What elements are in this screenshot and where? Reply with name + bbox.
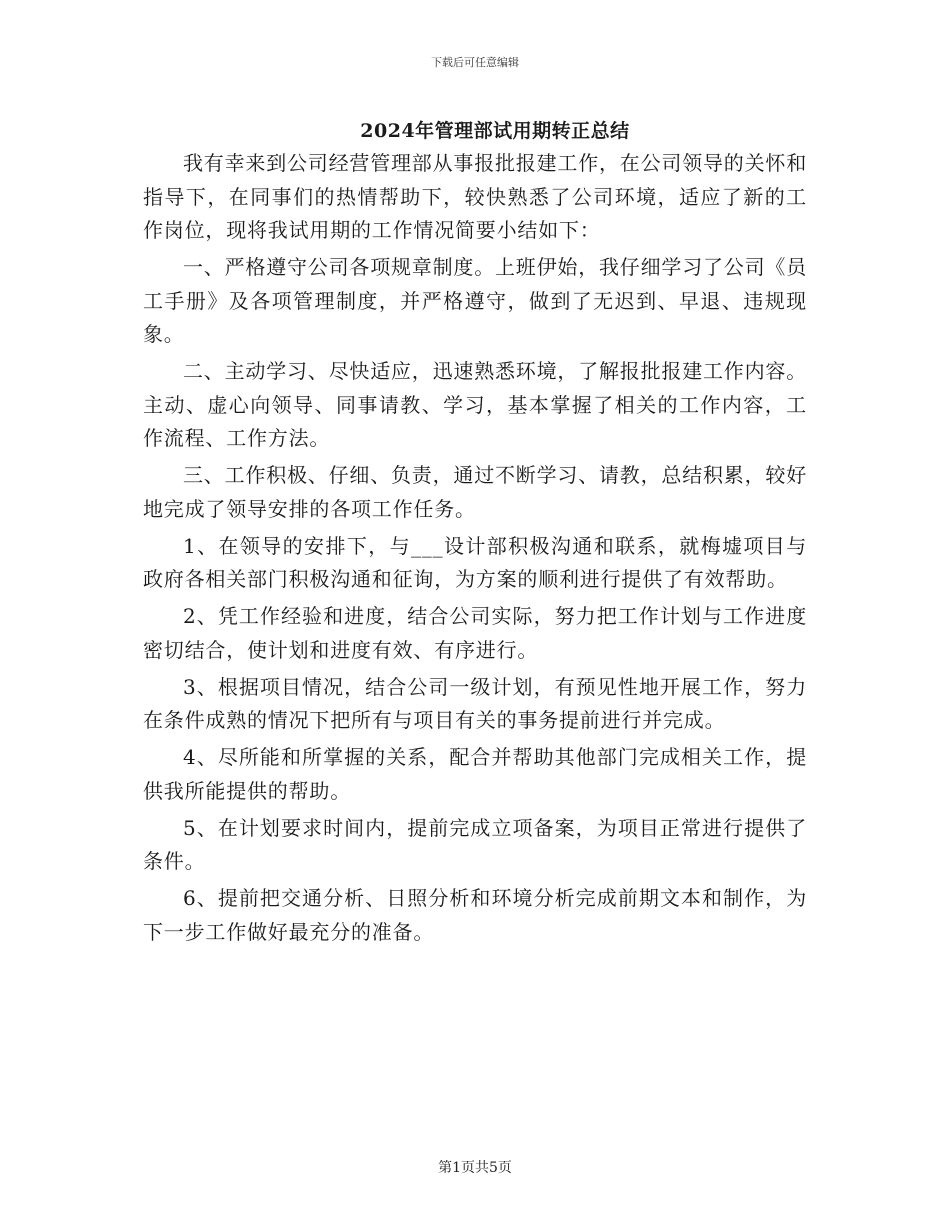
paragraph-item-2: 2、凭工作经验和进度，结合公司实际，努力把工作计划与工作进度密切结合，使计划和进度有效、有序进行。	[143, 604, 807, 662]
paragraph-item-3: 3、根据项目情况，结合公司一级计划，有预见性地开展工作，努力在条件成熟的情况下把所有与项目有关的事务提前进行并完成。	[143, 674, 807, 732]
paragraph-intro: 我有幸来到公司经营管理部从事报批报建工作，在公司领导的关怀和指导下，在同事们的热情帮助下，较快熟悉了公司环境，适应了新的工作岗位，现将我试用期的工作情况简要小结如下：	[143, 151, 807, 242]
paragraph-section-2: 二、主动学习、尽快适应，迅速熟悉环境，了解报批报建工作内容。主动、虚心向领导、同事请教、学习，基本掌握了相关的工作内容，工作流程、工作方法。	[143, 359, 807, 450]
paragraph-item-4: 4、尽所能和所掌握的关系，配合并帮助其他部门完成相关工作，提供我所能提供的帮助。	[143, 745, 807, 803]
paragraph-section-1: 一、严格遵守公司各项规章制度。上班伊始，我仔细学习了公司《员工手册》及各项管理制度，并严格遵守，做到了无迟到、早退、违规现象。	[143, 255, 807, 346]
paragraph-section-3: 三、工作积极、仔细、负责，通过不断学习、请教，总结积累，较好地完成了领导安排的各项工作任务。	[143, 463, 807, 521]
paragraph-item-1: 1、在领导的安排下，与___设计部积极沟通和联系，就梅墟项目与政府各相关部门积极沟通和征询，为方案的顺利进行提供了有效帮助。	[143, 533, 807, 591]
paragraph-item-5: 5、在计划要求时间内，提前完成立项备案，为项目正常进行提供了条件。	[143, 815, 807, 873]
header-note: 下载后可任意编辑	[431, 56, 519, 69]
document-title: 2024年管理部试用期转正总结	[360, 120, 630, 142]
document-body	[143, 147, 807, 953]
page-indicator: 第1页共5页	[438, 1160, 512, 1176]
paragraph-item-6: 6、提前把交通分析、日照分析和环境分析完成前期文本和制作，为下一步工作做好最充分的准备。	[143, 886, 807, 944]
